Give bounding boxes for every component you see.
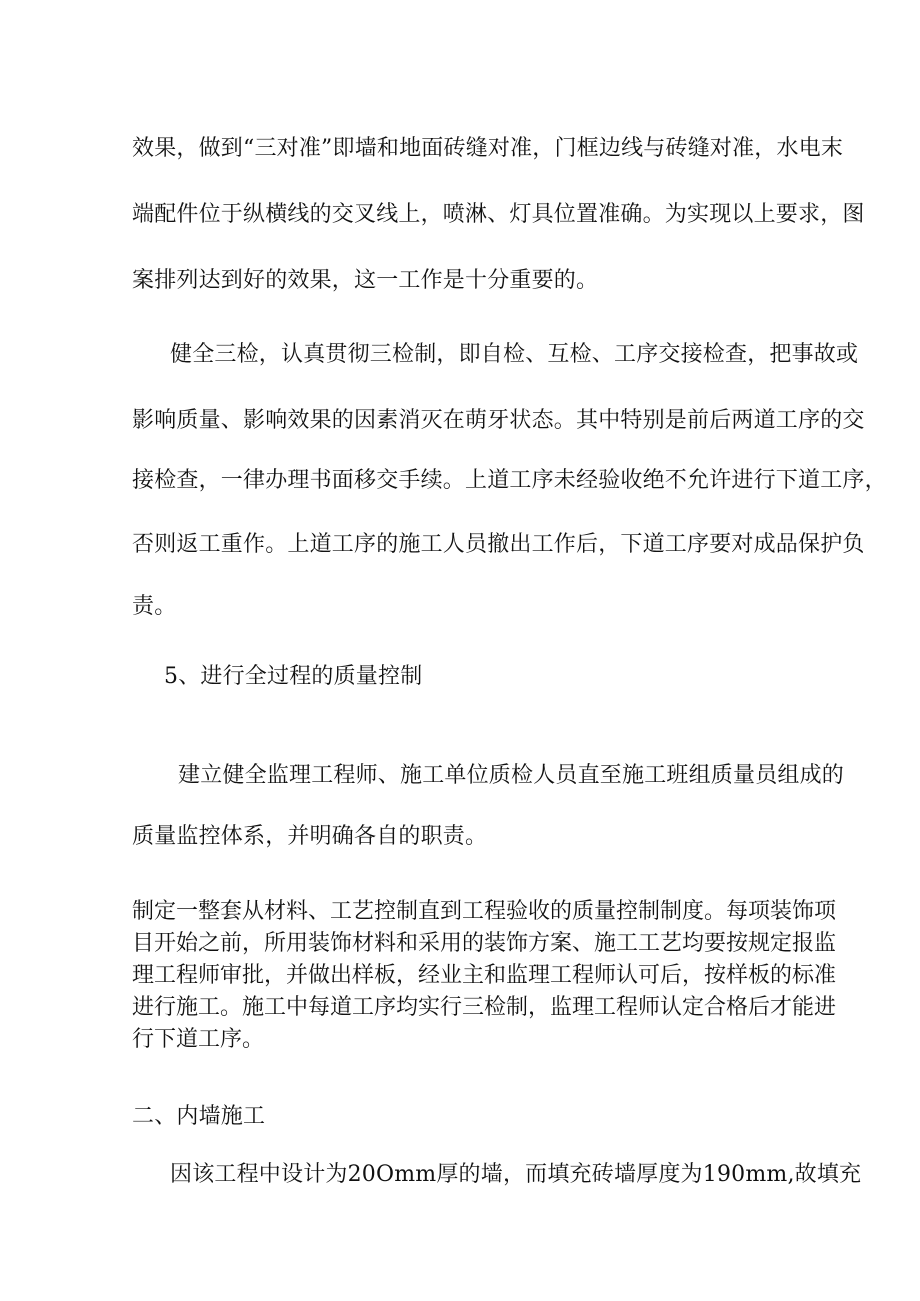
paragraph-line: 建立健全监理工程师、施工单位质检人员直至施工班组质量员组成的 xyxy=(178,763,845,788)
paragraph-line: 效果，做到“三对准”即墙和地面砖缝对准，门框边线与砖缝对准，水电末 xyxy=(132,136,844,161)
section-heading: 二、内墙施工 xyxy=(132,1104,266,1129)
section-heading: 5、进行全过程的质量控制 xyxy=(164,664,423,689)
paragraph-line: 因该工程中设计为20Omm厚的墙，而填充砖墙厚度为190mm,故填充 xyxy=(170,1162,862,1187)
paragraph-line: 目开始之前，所用装饰材料和采用的装饰方案、施工工艺均要按规定报监 xyxy=(132,931,837,956)
paragraph-line: 质量监控体系，并明确各自的职责。 xyxy=(132,824,488,849)
paragraph-line: 端配件位于纵横线的交叉线上，喷淋、灯具位置准确。为实现以上要求，图 xyxy=(132,202,865,227)
paragraph-line: 理工程师审批，并做出样板，经业主和监理工程师认可后，按样板的标准 xyxy=(132,963,837,988)
paragraph-block xyxy=(132,896,837,1056)
paragraph-line: 责。 xyxy=(132,594,177,619)
paragraph-line: 案排列达到好的效果，这一工作是十分重要的。 xyxy=(132,268,599,293)
paragraph-line: 行下道工序。 xyxy=(132,1027,265,1052)
paragraph-line: 进行施工。施工中每道工序均实行三检制，监理工程师认定合格后才能进 xyxy=(132,995,837,1020)
paragraph-line: 接检查，一律办理书面移交手续。上道工序未经验收绝不允许进行下道工序， xyxy=(132,468,887,493)
paragraph-line: 否则返工重作。上道工序的施工人员撤出工作后，下道工序要对成品保护负 xyxy=(132,532,865,557)
paragraph-line: 影响质量、影响效果的因素消灭在萌牙状态。其中特别是前后两道工序的交 xyxy=(132,408,865,433)
paragraph-line: 健全三检，认真贯彻三检制，即自检、互检、工序交接检查，把事故或 xyxy=(170,342,859,367)
paragraph-line: 制定一整套从材料、工艺控制直到工程验收的质量控制制度。每项装饰项 xyxy=(132,899,837,924)
